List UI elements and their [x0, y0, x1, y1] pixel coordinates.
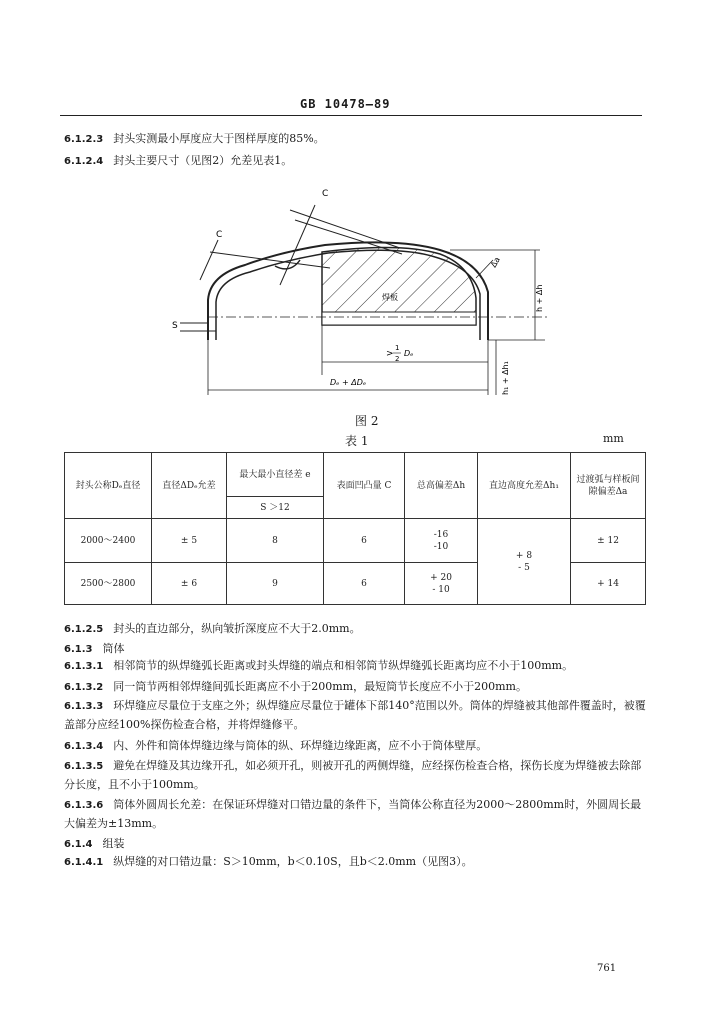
- cell-straight-b: - 5: [518, 562, 530, 573]
- template-base: [322, 312, 476, 325]
- clause-6-1-2-4: [64, 153, 292, 169]
- cell-diam-tol: ± 6: [152, 563, 227, 605]
- clause-number: 6.1.3.6: [64, 800, 104, 811]
- clause-text: 内、外件和筒体焊缝边缘与筒体的纵、环焊缝边缘距离，应不小于筒体壁厚。: [113, 739, 488, 752]
- tolerance-table: [64, 452, 646, 605]
- clause-number: 6.1.4: [64, 839, 93, 850]
- clause-number: 6.1.2.5: [64, 624, 104, 635]
- cell-diam-tol: ± 5: [152, 519, 227, 563]
- label-delta-a: Δa: [488, 255, 502, 269]
- cell-h-tol-a: + 20: [430, 572, 452, 583]
- cell-gap: + 14: [571, 563, 646, 605]
- label-dim: Dₑ + ΔDₑ: [330, 378, 367, 387]
- clause-6-1-4: [64, 835, 646, 854]
- cell-nominal: 2000～2400: [65, 519, 152, 563]
- clause-6-1-3-2: [64, 678, 646, 697]
- cell-straight-tol: [478, 519, 571, 605]
- clause-number: 6.1.3.2: [64, 682, 104, 693]
- clause-number: 6.1.3.4: [64, 741, 104, 752]
- clause-6-1-3-3: [64, 697, 646, 734]
- header-gap-tol: 过渡弧与样板间隙偏差Δa: [571, 453, 646, 519]
- label-c-top: C: [322, 189, 329, 199]
- header-sub-e: S ＞12: [227, 497, 324, 519]
- clause-text: 筒体外圆周长允差：在保证环焊缝对口错边量的条件下，当筒体公称直径为2000～2800mm时，外圆周长最大偏差为±13mm。: [64, 798, 642, 830]
- clause-number: 6.1.3: [64, 644, 93, 655]
- clause-6-1-3-1: [64, 657, 646, 676]
- standard-header: GB 10478—89: [300, 97, 391, 111]
- half-var: Dₑ: [404, 349, 414, 358]
- header-straight-tol: 直边高度允差Δh₁: [478, 453, 571, 519]
- label-s: S: [172, 321, 178, 331]
- label-h: h + Δh: [535, 284, 544, 312]
- clause-6-1-3-4: [64, 737, 646, 756]
- clause-text: 封头主要尺寸（见图2）允差见表1。: [113, 154, 293, 167]
- header-diam-tol: 直径ΔDₑ允差: [152, 453, 227, 519]
- clause-text: 筒体: [102, 642, 125, 655]
- clause-6-1-4-1: [64, 853, 646, 872]
- clause-number: 6.1.3.1: [64, 661, 104, 672]
- clause-text: 纵焊缝的对口错边量：S＞10mm，b＜0.10S，且b＜2.0mm（见图3）。: [113, 855, 473, 868]
- half-prefix: >: [386, 349, 394, 359]
- clause-number: 6.1.4.1: [64, 857, 104, 868]
- cell-nominal: 2500～2800: [65, 563, 152, 605]
- cell-h-tol: [405, 563, 478, 605]
- table-caption: 表 1: [345, 434, 369, 448]
- half-num: 1: [395, 344, 400, 352]
- clause-number: 6.1.3.5: [64, 761, 104, 772]
- clause-number: 6.1.2.3: [64, 134, 104, 145]
- figure-caption: 图 2: [355, 414, 379, 428]
- weld-plate-label: 焊板: [382, 293, 398, 302]
- clause-6-1-3-5: [64, 757, 646, 794]
- header-max-min-diff: 最大最小直径差 e: [227, 453, 324, 497]
- cell-h-tol-b: - 10: [432, 584, 450, 595]
- label-c-left: C: [216, 230, 223, 240]
- figure-2-head-drawing: [150, 180, 570, 410]
- clause-6-1-2-3: [64, 131, 325, 147]
- cell-e: 8: [227, 519, 324, 563]
- cell-c: 6: [324, 563, 405, 605]
- cell-h-tol-a: -16: [433, 529, 449, 540]
- c-leader-1b: [290, 210, 400, 248]
- clause-text: 避免在焊缝及其边缘开孔，如必须开孔，则被开孔的两侧焊缝，应经探伤检查合格，探伤长度为焊缝被去除部分长度，且不小于100mm。: [64, 759, 642, 791]
- cell-c: 6: [324, 519, 405, 563]
- clause-number: 6.1.2.4: [64, 156, 104, 167]
- cell-h-tol: [405, 519, 478, 563]
- table-row: [65, 519, 646, 563]
- c-leader-2: [200, 240, 218, 280]
- clause-text: 封头实测最小厚度应大于图样厚度的85%。: [113, 132, 325, 145]
- clause-text: 封头的直边部分，纵向皱折深度应不大于2.0mm。: [113, 622, 361, 635]
- clause-6-1-3-6: [64, 796, 646, 833]
- clause-text: 组装: [102, 837, 125, 850]
- table-unit: mm: [603, 432, 624, 445]
- page-number: 761: [597, 963, 617, 974]
- header-rule: [60, 115, 642, 116]
- cell-gap: ± 12: [571, 519, 646, 563]
- cell-e: 9: [227, 563, 324, 605]
- clause-6-1-2-5: [64, 620, 646, 639]
- clause-text: 相邻筒节的纵焊缝弧长距离或封头焊缝的端点和相邻筒节纵焊缝弧长距离均应不小于100mm。: [113, 659, 574, 672]
- label-h1: h₁ + Δh₁: [501, 361, 510, 395]
- header-height-tol: 总高偏差Δh: [405, 453, 478, 519]
- cell-h-tol-b: -10: [433, 541, 449, 552]
- clause-number: 6.1.3.3: [64, 701, 104, 712]
- header-nominal: 封头公称Dₑ直径: [65, 453, 152, 519]
- cell-straight-a: + 8: [515, 550, 533, 561]
- header-surface: 表面凹凸量 C: [324, 453, 405, 519]
- clause-text: 同一筒节两相邻焊缝间弧长距离应不小于200mm，最短筒节长度应不小于200mm。: [113, 680, 527, 693]
- half-den: 2: [395, 355, 400, 363]
- clause-text: 环焊缝应尽量位于支座之外；纵焊缝应尽量位于罐体下部140°范围以外。筒体的焊缝被其他部件覆盖时，被覆盖部分应经100%探伤检查合格，并将焊缝修平。: [64, 699, 646, 731]
